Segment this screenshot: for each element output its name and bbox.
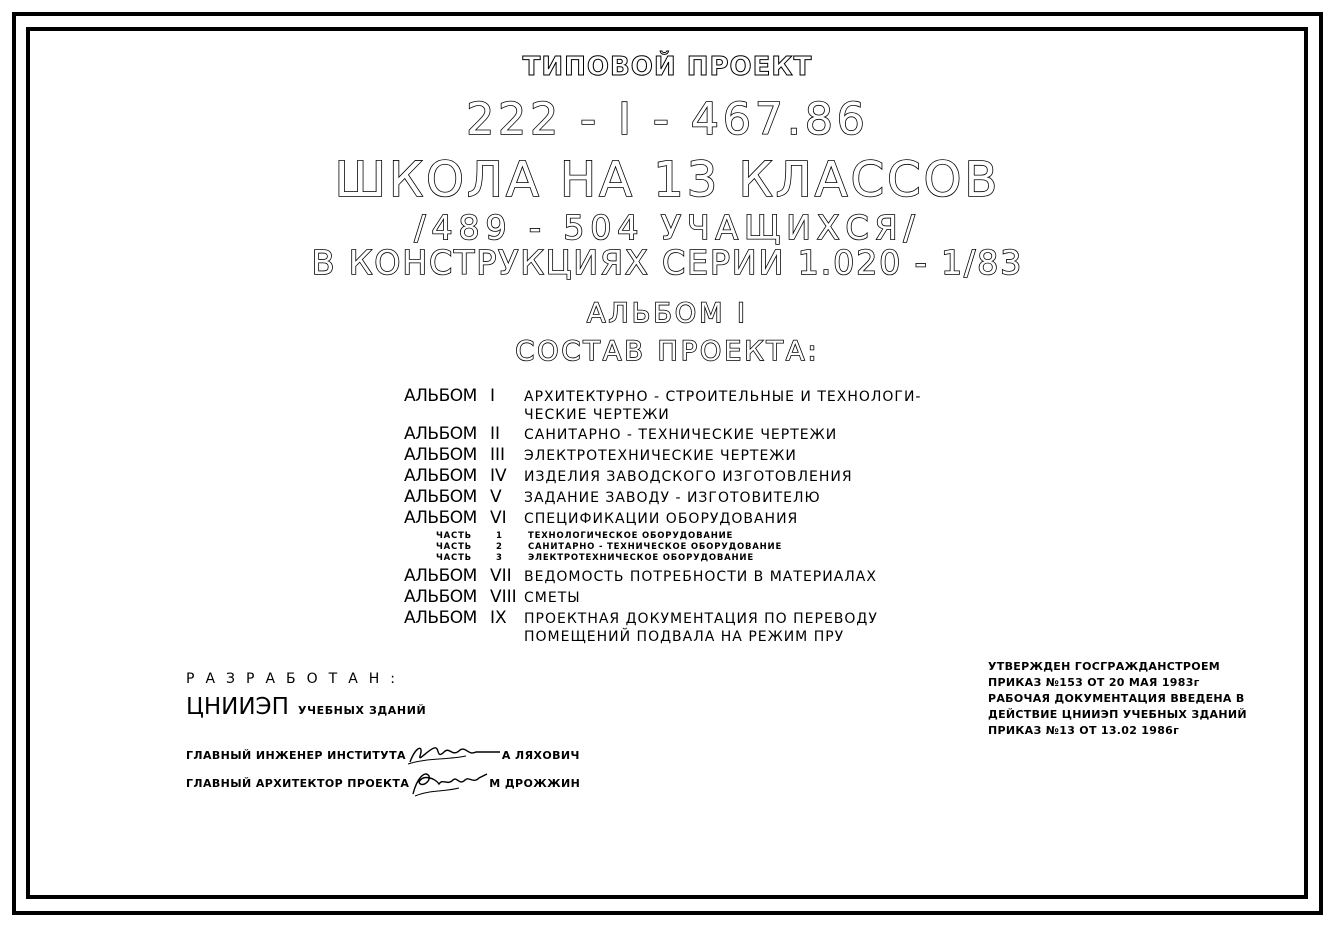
- approval-line: РАБОЧАЯ ДОКУМЕНТАЦИЯ ВВЕДЕНА В: [988, 692, 1245, 705]
- album-label: АЛЬБОМ: [404, 445, 477, 465]
- signature-row-chief-engineer: [186, 742, 580, 768]
- document-header: ТИПОВОЙ ПРОЕКТ: [522, 52, 813, 82]
- album-description: ЭЛЕКТРОТЕХНИЧЕСКИЕ ЧЕРТЕЖИ: [524, 448, 797, 464]
- album-description: ВЕДОМОСТЬ ПОТРЕБНОСТИ В МАТЕРИАЛАХ: [524, 569, 877, 585]
- album-description: ЗАДАНИЕ ЗАВОДУ - ИЗГОТОВИТЕЛЮ: [524, 490, 821, 506]
- album-number: VII: [490, 566, 512, 586]
- album-description: ИЗДЕЛИЯ ЗАВОДСКОГО ИЗГОТОВЛЕНИЯ: [524, 469, 853, 485]
- album-number: VIII: [490, 587, 517, 607]
- part-label: ЧАСТЬ: [436, 553, 472, 563]
- project-subtitle-capacity: /489 - 504 УЧАЩИХСЯ/: [414, 208, 921, 247]
- album-row-1: [404, 386, 944, 424]
- project-subtitle-series: В КОНСТРУКЦИЯХ СЕРИИ 1.020 - 1/83: [311, 243, 1024, 282]
- composition-heading: СОСТАВ ПРОЕКТА:: [515, 336, 820, 367]
- album-label: АЛЬБОМ: [404, 487, 477, 507]
- album-part-row: [404, 553, 944, 564]
- album-number: III: [490, 445, 506, 465]
- album-label: АЛЬБОМ: [404, 386, 477, 406]
- part-label: ЧАСТЬ: [436, 542, 472, 552]
- developer-organization: [186, 694, 426, 720]
- album-description: САНИТАРНО - ТЕХНИЧЕСКИЕ ЧЕРТЕЖИ: [524, 427, 838, 443]
- album-vi-parts: [404, 531, 944, 564]
- part-description: ЭЛЕКТРОТЕХНИЧЕСКОЕ ОБОРУДОВАНИЕ: [528, 553, 754, 563]
- album-number: VI: [490, 508, 507, 528]
- approval-note: [988, 659, 1248, 739]
- album-number: IX: [490, 608, 507, 628]
- album-row-3: [404, 445, 944, 466]
- approval-line: ДЕЙСТВИЕ ЦНИИЭП УЧЕБНЫХ ЗДАНИЙ: [988, 708, 1247, 721]
- part-number: 2: [496, 542, 503, 552]
- album-part-row: [404, 542, 944, 553]
- part-description: САНИТАРНО - ТЕХНИЧЕСКОЕ ОБОРУДОВАНИЕ: [528, 542, 783, 552]
- part-number: 1: [496, 531, 503, 541]
- signature-name: А ЛЯХОВИЧ: [501, 748, 580, 762]
- part-description: ТЕХНОЛОГИЧЕСКОЕ ОБОРУДОВАНИЕ: [528, 531, 734, 541]
- album-row-8: [404, 587, 944, 608]
- signature-role: ГЛАВНЫЙ АРХИТЕКТОР ПРОЕКТА: [186, 776, 410, 790]
- approval-line: ПРИКАЗ №153 ОТ 20 МАЯ 1983г: [988, 676, 1200, 689]
- current-album-label: АЛЬБОМ I: [587, 298, 748, 329]
- developer-heading: РАЗРАБОТАН:: [186, 671, 407, 687]
- part-number: 3: [496, 553, 503, 563]
- album-description: СМЕТЫ: [524, 590, 581, 606]
- part-label: ЧАСТЬ: [436, 531, 472, 541]
- album-row-7: [404, 566, 944, 587]
- album-row-4: [404, 466, 944, 487]
- signature-row-chief-architect: [186, 768, 580, 798]
- project-code: 222 - I - 467.86: [466, 94, 869, 145]
- album-row-6: [404, 508, 944, 529]
- signature-role: ГЛАВНЫЙ ИНЖЕНЕР ИНСТИТУТА: [186, 748, 406, 762]
- project-title: ШКОЛА НА 13 КЛАССОВ: [334, 152, 1001, 208]
- handwritten-signature-icon: [409, 768, 489, 798]
- album-number: V: [490, 487, 502, 507]
- album-row-5: [404, 487, 944, 508]
- approval-line: ПРИКАЗ №13 ОТ 13.02 1986г: [988, 724, 1180, 737]
- album-label: АЛЬБОМ: [404, 424, 477, 444]
- album-number: I: [490, 386, 496, 406]
- developer-org-name: ЦНИИЭП: [186, 694, 289, 720]
- handwritten-signature-icon: [406, 742, 502, 768]
- album-label: АЛЬБОМ: [404, 608, 477, 628]
- album-description: СПЕЦИФИКАЦИИ ОБОРУДОВАНИЯ: [524, 511, 799, 527]
- album-part-row: [404, 531, 944, 542]
- album-label: АЛЬБОМ: [404, 566, 477, 586]
- album-row-2: [404, 424, 944, 445]
- album-label: АЛЬБОМ: [404, 587, 477, 607]
- album-number: II: [490, 424, 501, 444]
- album-label: АЛЬБОМ: [404, 466, 477, 486]
- album-description: АРХИТЕКТУРНО - СТРОИТЕЛЬНЫЕ И ТЕХНОЛОГИ- ЧЕСКИЕ ЧЕРТЕЖИ: [524, 389, 922, 423]
- album-description: ПРОЕКТНАЯ ДОКУМЕНТАЦИЯ ПО ПЕРЕВОДУ ПОМЕЩЕНИЙ ПОДВАЛА НА РЕЖИМ ПРУ: [524, 611, 878, 645]
- album-label: АЛЬБОМ: [404, 508, 477, 528]
- album-list: [404, 386, 944, 646]
- album-number: IV: [490, 466, 507, 486]
- signature-name: М ДРОЖЖИН: [489, 776, 581, 790]
- developer-org-subtitle: УЧЕБНЫХ ЗДАНИЙ: [298, 704, 427, 717]
- approval-line: УТВЕРЖДЕН ГОСГРАЖДАНСТРОЕМ: [988, 660, 1221, 673]
- album-row-9: [404, 608, 944, 646]
